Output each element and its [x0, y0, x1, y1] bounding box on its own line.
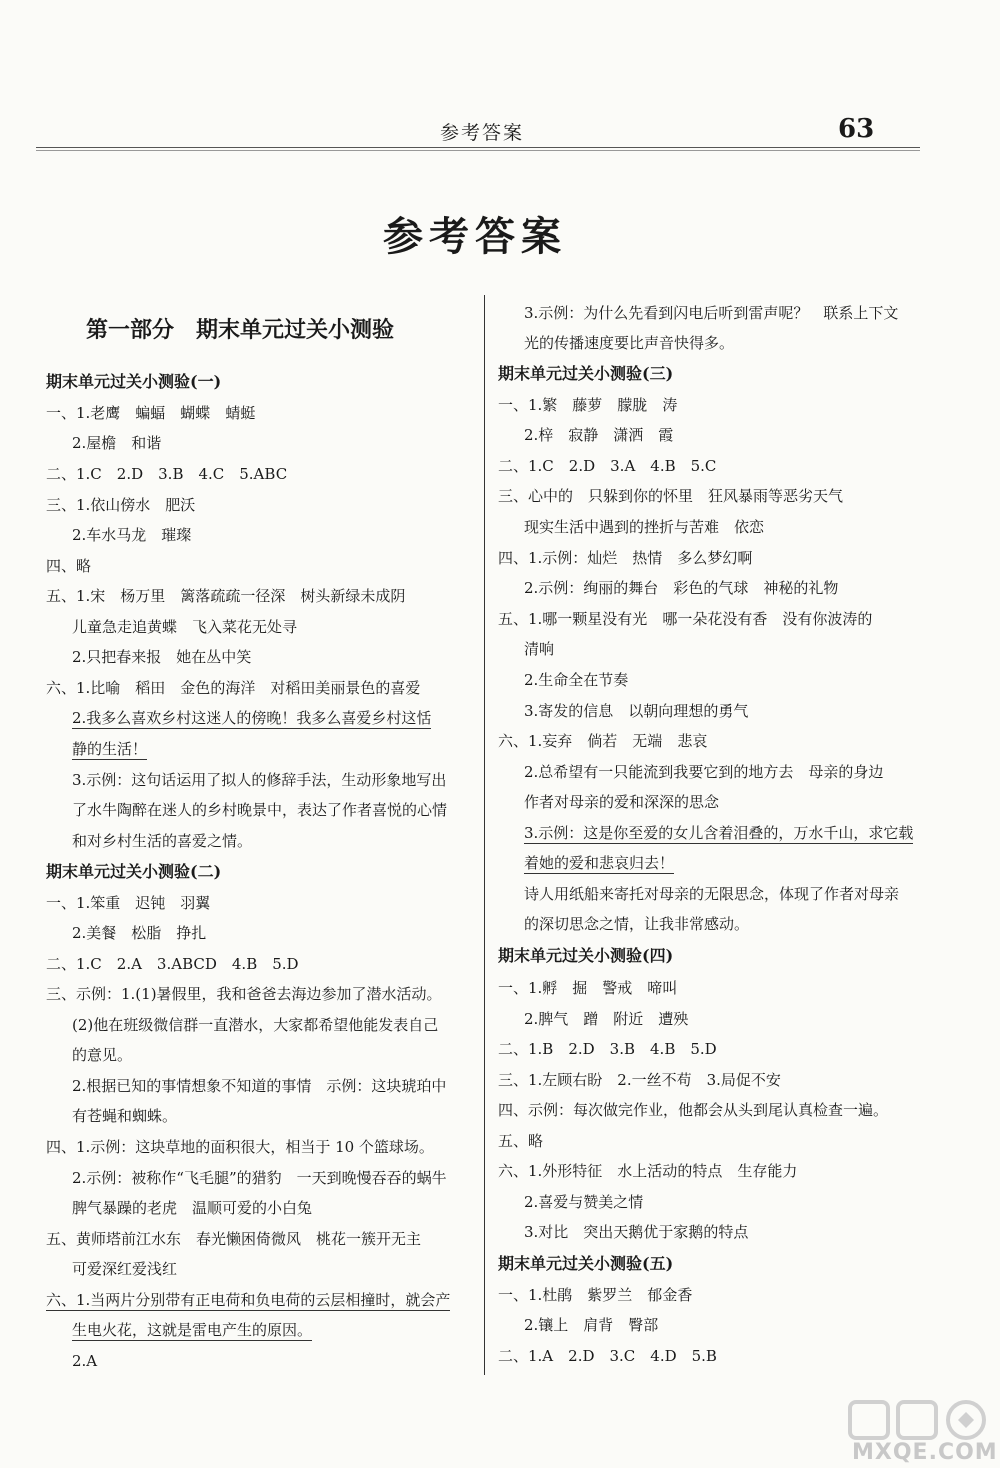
answer-line: 3.示例：这句话运用了拟人的修辞手法，生动形象地写出 — [72, 771, 447, 789]
page-number: 63 — [838, 114, 875, 144]
answer-line: 和对乡村生活的喜爱之情。 — [72, 832, 253, 850]
answer-line: 一、1.孵 掘 警戒 啼叫 — [498, 979, 678, 997]
answer-line: 2.示例：被称作“飞毛腿”的猎豹 一天到晚慢吞吞的蜗牛 — [72, 1169, 447, 1187]
underlined-answer: 着她的爱和悲哀归去！ — [524, 854, 675, 872]
answer-line: 2.只把春来报 她在丛中笑 — [72, 648, 252, 666]
answer-line: 诗人用纸船来寄托对母亲的无限思念，体现了作者对母亲 — [524, 885, 900, 903]
answer-line: 脾气暴躁的老虎 温顺可爱的小白兔 — [72, 1199, 313, 1217]
answer-line: 清响 — [524, 640, 555, 658]
answer-line: 二、1.C 2.A 3.ABCD 4.B 5.D — [46, 955, 299, 973]
section-heading: 期末单元过关小测验(五) — [498, 1254, 674, 1273]
answer-line: 2.根据已知的事情想象不知道的事情 示例：这块琥珀中 — [72, 1077, 447, 1095]
answer-line: 2.总希望有一只能流到我要它到的地方去 母亲的身边 — [524, 763, 884, 781]
answer-line: 四、1.示例：这块草地的面积很大，相当于 10 个篮球场。 — [46, 1138, 434, 1156]
section-heading: 期末单元过关小测验(一) — [46, 372, 222, 391]
answer-line: 一、1.笨重 迟钝 羽翼 — [46, 894, 211, 912]
answer-line: 2.生命全在节奏 — [524, 671, 629, 689]
answer-line: 五、1.哪一颗星没有光 哪一朵花没有香 没有你波涛的 — [498, 610, 873, 628]
answer-line: 的意见。 — [72, 1046, 133, 1064]
answer-line: 五、1.宋 杨万里 篱落疏疏一径深 树头新绿未成阴 — [46, 587, 406, 605]
answer-line: 一、1.杜鹃 紫罗兰 郁金香 — [498, 1286, 693, 1304]
answer-line: 六、1.外形特征 水上活动的特点 生存能力 — [498, 1162, 798, 1180]
answer-line: 2.A — [72, 1352, 98, 1370]
answer-line: 3.对比 突出天鹅优于家鹅的特点 — [524, 1223, 749, 1241]
watermark-text: MXQE.COM — [852, 1440, 998, 1465]
header-rule-thin — [36, 150, 920, 151]
answer-line: 五、黄师塔前江水东 春光懒困倚微风 桃花一簇开无主 — [46, 1230, 422, 1248]
underlined-answer: 生电火花，这就是雷电产生的原因。 — [72, 1321, 313, 1339]
answer-line: 三、示例：1.(1)暑假里，我和爸爸去海边参加了潜水活动。 — [46, 985, 442, 1003]
answer-line: 四、略 — [46, 557, 92, 575]
section-heading: 期末单元过关小测验(四) — [498, 946, 674, 965]
section-heading: 期末单元过关小测验(二) — [46, 862, 222, 881]
answer-line: 一、1.繁 藤萝 朦胧 涛 — [498, 396, 678, 414]
answer-line: 二、1.C 2.D 3.A 4.B 5.C — [498, 457, 717, 475]
answer-line: 可爱深红爱浅红 — [72, 1260, 178, 1278]
answer-line: 五、略 — [498, 1132, 544, 1150]
answer-line: 三、心中的 只躲到你的怀里 狂风暴雨等恶劣天气 — [498, 487, 844, 505]
answer-line: 有苍蝇和蜘蛛。 — [72, 1107, 178, 1125]
answer-line: 二、1.B 2.D 3.B 4.B 5.D — [498, 1040, 717, 1058]
answer-line: 二、1.A 2.D 3.C 4.D 5.B — [498, 1347, 717, 1365]
answer-line: 一、1.老鹰 蝙蝠 蝴蝶 蜻蜓 — [46, 404, 256, 422]
underlined-answer: 3.示例：这是你至爱的女儿含着泪叠的，万水千山，求它载 — [524, 824, 914, 842]
page-header-title: 参考答案 — [440, 122, 525, 144]
answer-line: 2.示例：绚丽的舞台 彩色的气球 神秘的礼物 — [524, 579, 839, 597]
answer-line: 2.喜爱与赞美之情 — [524, 1193, 644, 1211]
answer-line: 2.梓 寂静 潇洒 霞 — [524, 426, 674, 444]
answer-line: 光的传播速度要比声音快得多。 — [524, 334, 735, 352]
answer-line: 2.镶上 肩背 臀部 — [524, 1316, 659, 1334]
answer-line: 四、示例：每次做完作业，他都会从头到尾认真检查一遍。 — [498, 1101, 889, 1119]
answer-line: 2.美餐 松脂 挣扎 — [72, 924, 207, 942]
answer-line: 六、1.妄弃 倘若 无端 悲哀 — [498, 732, 708, 750]
underlined-answer: 2.我多么喜欢乡村这迷人的傍晚！我多么喜爱乡村这恬 — [72, 709, 432, 727]
answer-line: 四、1.示例：灿烂 热情 多么梦幻啊 — [498, 549, 753, 567]
underlined-answer: 静的生活！ — [72, 740, 148, 758]
answer-line: 3.寄发的信息 以朝向理想的勇气 — [524, 702, 749, 720]
answer-line: 2.车水马龙 璀璨 — [72, 526, 192, 544]
header-rule — [36, 147, 920, 148]
answer-line: 三、1.左顾右盼 2.一丝不苟 3.局促不安 — [498, 1071, 781, 1089]
section-heading: 期末单元过关小测验(三) — [498, 364, 674, 383]
answer-line: 二、1.C 2.D 3.B 4.C 5.ABC — [46, 465, 288, 483]
part-title: 第一部分 期末单元过关小测验 — [86, 317, 395, 343]
answer-line: 作者对母亲的爱和深深的思念 — [524, 793, 720, 811]
column-divider — [484, 295, 485, 1375]
answer-line: 了水牛陶醉在迷人的乡村晚景中，表达了作者喜悦的心情 — [72, 801, 448, 819]
answer-line: 的深切思念之情，让我非常感动。 — [524, 915, 750, 933]
answer-line: 2.屋檐 和谐 — [72, 434, 162, 452]
answer-line: (2)他在班级微信群一直潜水，大家都希望他能发表自己 — [72, 1016, 439, 1034]
answer-line: 儿童急走追黄蝶 飞入菜花无处寻 — [72, 618, 298, 636]
answer-line: 2.脾气 蹭 附近 遭殃 — [524, 1010, 689, 1028]
answer-line: 3.示例：为什么先看到闪电后听到雷声呢？ 联系上下文 — [524, 304, 899, 322]
answer-line: 六、1.比喻 稻田 金色的海洋 对稻田美丽景色的喜爱 — [46, 679, 421, 697]
main-title: 参考答案 — [383, 213, 567, 260]
underlined-answer: 六、1.当两片分别带有正电荷和负电荷的云层相撞时，就会产 — [46, 1291, 451, 1309]
answer-line: 三、1.依山傍水 肥沃 — [46, 496, 196, 514]
answer-line: 现实生活中遇到的挫折与苦难 依恋 — [524, 518, 765, 536]
